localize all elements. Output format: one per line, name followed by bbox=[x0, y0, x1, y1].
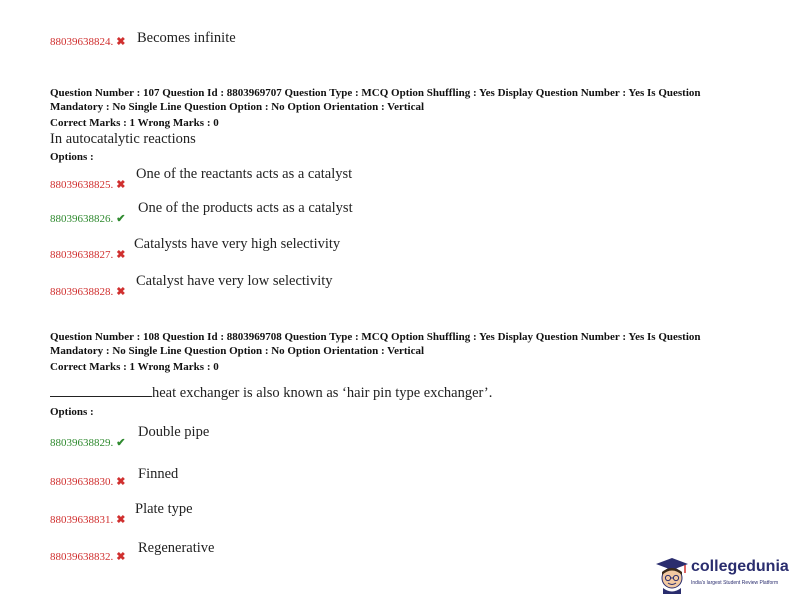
option-text: Becomes infinite bbox=[137, 30, 236, 46]
check-mark-icon: ✔ bbox=[116, 437, 126, 449]
question-marks: Correct Marks : 1 Wrong Marks : 0 bbox=[50, 117, 219, 129]
option-text: Catalyst have very low selectivity bbox=[136, 273, 333, 289]
option-text: Finned bbox=[138, 466, 179, 482]
check-mark-icon: ✔ bbox=[116, 213, 126, 225]
question-text: In autocatalytic reactions bbox=[50, 131, 196, 147]
fill-in-blank bbox=[50, 384, 152, 397]
question-meta-line-2: Mandatory : No Single Line Question Option : No Option Orientation : Vertical bbox=[50, 101, 425, 113]
logo-name: collegedunia bbox=[691, 558, 789, 575]
question-text-body: heat exchanger is also known as ‘hair pin type exchanger’. bbox=[152, 385, 493, 401]
question-text bbox=[50, 384, 492, 402]
option-id: 88039638829. bbox=[50, 437, 114, 449]
option-text: Catalysts have very high selectivity bbox=[134, 236, 341, 252]
question-meta bbox=[50, 86, 750, 130]
option-id: 88039638825. bbox=[50, 179, 114, 191]
wrong-mark-icon: ✖ bbox=[116, 286, 126, 298]
option-row bbox=[50, 209, 125, 227]
option-row bbox=[50, 175, 125, 193]
option-id: 88039638828. bbox=[50, 286, 114, 298]
option-row bbox=[50, 510, 125, 528]
option-row bbox=[50, 433, 125, 451]
option-row bbox=[50, 547, 125, 565]
options-label: Options : bbox=[50, 406, 94, 418]
option-text: One of the reactants acts as a catalyst bbox=[136, 166, 353, 182]
wrong-mark-icon: ✖ bbox=[116, 179, 126, 191]
option-id: 88039638826. bbox=[50, 213, 114, 225]
option-text: Double pipe bbox=[138, 424, 210, 440]
option-id: 88039638831. bbox=[50, 514, 114, 526]
student-mascot-icon bbox=[655, 557, 689, 595]
question-meta-line-2: Mandatory : No Single Line Question Option : No Option Orientation : Vertical bbox=[50, 345, 425, 357]
question-meta-line-1: Question Number : 108 Question Id : 8803969708 Question Type : MCQ Option Shuffling : Yes Display Question Number : Yes Is Question bbox=[50, 331, 701, 343]
question-marks: Correct Marks : 1 Wrong Marks : 0 bbox=[50, 361, 219, 373]
option-text: One of the products acts as a catalyst bbox=[138, 200, 353, 216]
wrong-mark-icon: ✖ bbox=[116, 249, 126, 261]
options-label: Options : bbox=[50, 151, 94, 163]
collegedunia-logo bbox=[655, 555, 789, 597]
option-id: 88039638832. bbox=[50, 551, 114, 563]
wrong-mark-icon: ✖ bbox=[116, 476, 126, 488]
option-id: 88039638830. bbox=[50, 476, 114, 488]
question-meta-line-1: Question Number : 107 Question Id : 8803969707 Question Type : MCQ Option Shuffling : Yes Display Question Number : Yes Is Question bbox=[50, 87, 701, 99]
option-row bbox=[50, 472, 125, 490]
option-text: Plate type bbox=[135, 501, 193, 517]
option-row bbox=[50, 282, 125, 300]
option-id: 88039638827. bbox=[50, 249, 114, 261]
wrong-mark-icon: ✖ bbox=[116, 36, 126, 48]
option-text: Regenerative bbox=[138, 540, 215, 556]
option-row bbox=[50, 245, 125, 263]
option-row bbox=[50, 32, 125, 50]
wrong-mark-icon: ✖ bbox=[116, 551, 126, 563]
wrong-mark-icon: ✖ bbox=[116, 514, 126, 526]
question-meta bbox=[50, 330, 750, 374]
option-id: 88039638824. bbox=[50, 36, 114, 48]
logo-tagline: India's largest Student Review Platform bbox=[691, 580, 779, 586]
